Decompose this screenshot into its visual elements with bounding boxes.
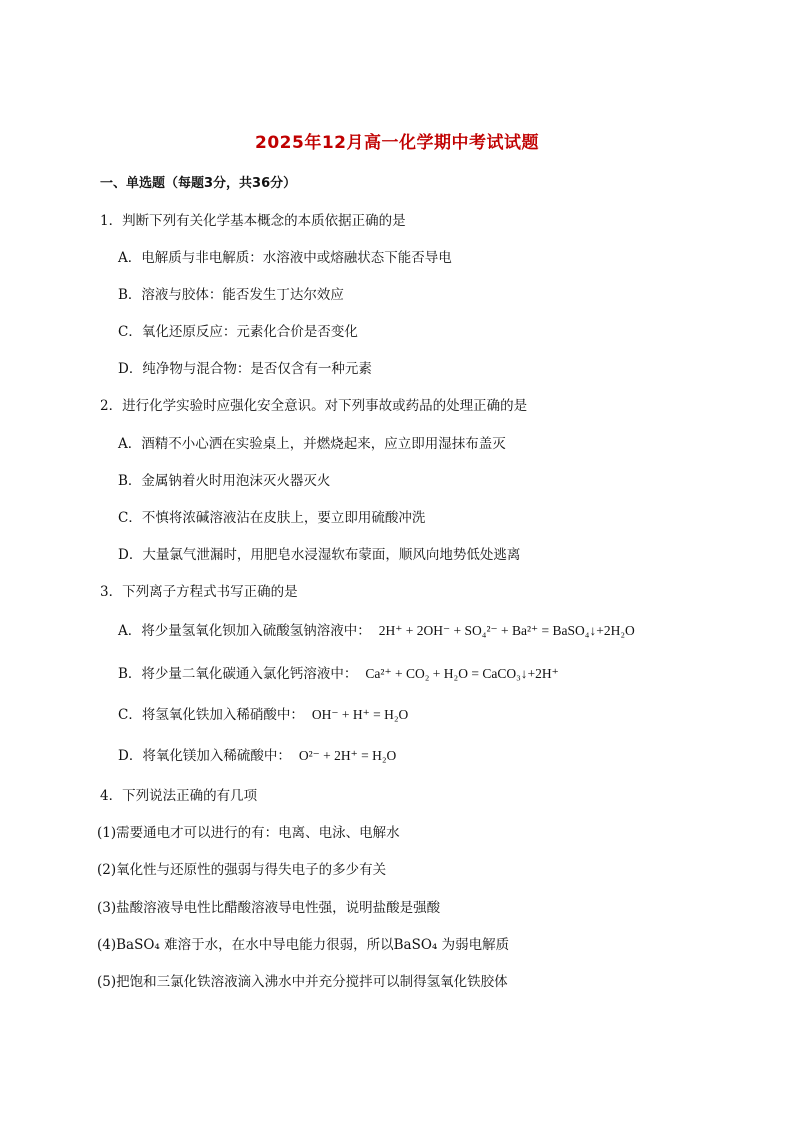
option-text: B．将少量二氧化碳通入氯化钙溶液中：	[118, 666, 358, 682]
option-text: C．将氢氧化铁加入稀硝酸中：	[118, 707, 304, 723]
question-4-item-1: (1)需要通电才可以进行的有：电离、电泳、电解水	[97, 825, 400, 841]
question-1-stem: 1．判断下列有关化学基本概念的本质依据正确的是	[100, 213, 406, 229]
question-3-option-d	[118, 747, 396, 765]
question-4-item-5: (5)把饱和三氯化铁溶液滴入沸水中并充分搅拌可以制得氢氧化铁胶体	[97, 974, 508, 990]
exam-title: 2025年12月高一化学期中考试试题	[255, 133, 539, 153]
question-3-option-b	[118, 665, 559, 683]
question-4-stem: 4．下列说法正确的有几项	[100, 788, 258, 804]
ionic-equation: O²⁻ + 2H⁺ = H₂O	[298, 748, 397, 763]
question-1-option-c: C．氧化还原反应：元素化合价是否变化	[118, 324, 358, 340]
question-2-stem: 2．进行化学实验时应强化安全意识。对下列事故或药品的处理正确的是	[100, 398, 528, 414]
option-text: A．将少量氢氧化钡加入硫酸氢钠溶液中：	[118, 623, 371, 639]
question-4-item-3: (3)盐酸溶液导电性比醋酸溶液导电性强，说明盐酸是强酸	[97, 900, 441, 916]
question-2-option-a: A．酒精不小心洒在实验桌上，并燃烧起来，应立即用湿抹布盖灭	[118, 436, 506, 452]
ionic-equation: OH⁻ + H⁺ = H₂O	[311, 707, 409, 722]
question-2-option-b: B．金属钠着火时用泡沫灭火器灭火	[118, 473, 331, 489]
question-4-item-4: (4)BaSO₄ 难溶于水，在水中导电能力很弱，所以BaSO₄ 为弱电解质	[97, 937, 510, 953]
question-3-option-c	[118, 706, 408, 724]
question-1-option-b: B．溶液与胶体：能否发生丁达尔效应	[118, 287, 344, 303]
question-3-option-a	[118, 622, 635, 640]
ionic-equation: Ca²⁺ + CO₂ + H₂O = CaCO₃↓+2H⁺	[365, 666, 559, 681]
question-3-stem: 3．下列离子方程式书写正确的是	[100, 584, 298, 600]
question-1-option-d: D．纯净物与混合物：是否仅含有一种元素	[118, 361, 372, 377]
question-4-item-2: (2)氧化性与还原性的强弱与得失电子的多少有关	[97, 862, 387, 878]
option-text: D．将氧化镁加入稀硫酸中：	[118, 748, 291, 764]
ionic-equation: 2H⁺ + 2OH⁻ + SO₄²⁻ + Ba²⁺ = BaSO₄↓+2H₂O	[378, 623, 635, 638]
question-1-option-a: A．电解质与非电解质：水溶液中或熔融状态下能否导电	[118, 250, 452, 266]
question-2-option-d: D．大量氯气泄漏时，用肥皂水浸湿软布蒙面，顺风向地势低处逃离	[118, 547, 521, 563]
question-2-option-c: C．不慎将浓碱溶液沾在皮肤上，要立即用硫酸冲洗	[118, 510, 426, 526]
section-heading: 一、单选题（每题3分，共36分）	[100, 176, 297, 191]
